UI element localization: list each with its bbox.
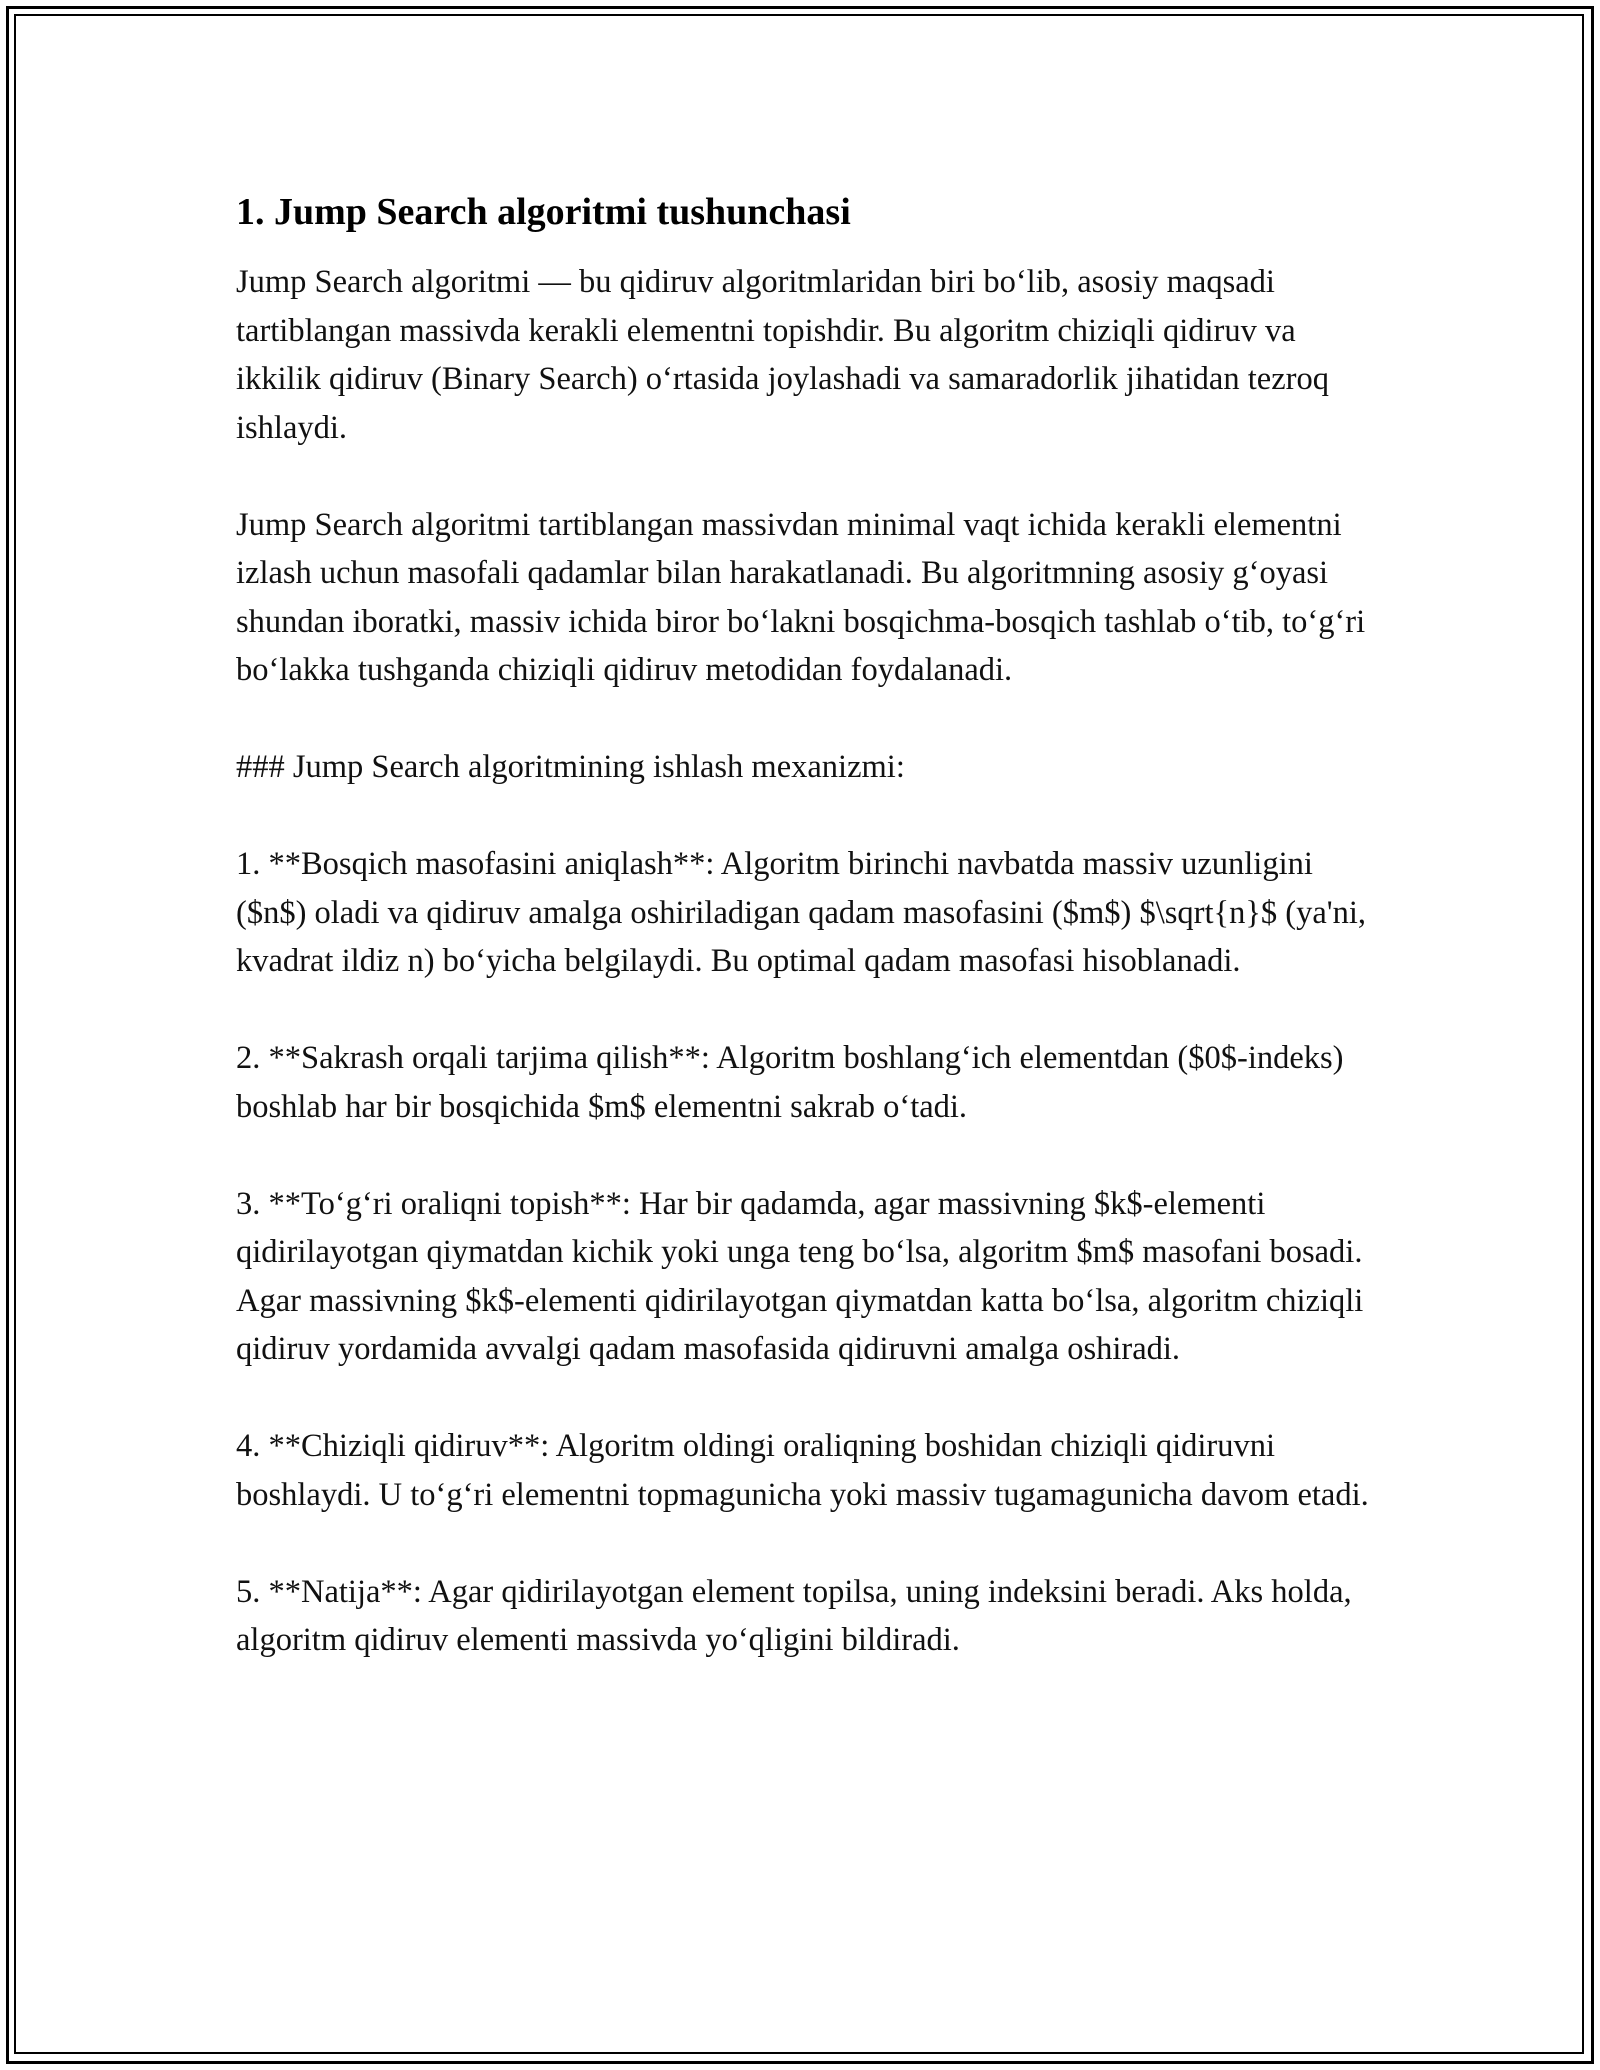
section-heading-mechanism: ### Jump Search algoritmining ishlash mexanizmi: (236, 749, 905, 785)
document-title: 1. Jump Search algoritmi tushunchasi (236, 191, 851, 233)
step-1: 1. **Bosqich masofasini aniqlash**: Algoritm birinchi navbatda massiv uzunligini ($n$) oladi va qidiruv amalga oshiriladigan qadam masofasini ($m$) $\sqrt{n}$ (ya'ni, kvadrat ildiz n) bo‘yicha belgilaydi. Bu optimal qadam masofasi hisoblanadi. (236, 846, 1367, 979)
document-body (236, 188, 1376, 1665)
step-3: 3. **To‘g‘ri oraliqni topish**: Har bir qadamda, agar massivning $k$-elementi qidirilayotgan qiymatdan kichik yoki unga teng bo‘lsa, algoritm $m$ masofani bosadi. Agar massivning $k$-elementi qidirilayotgan qiymatdan katta bo‘lsa, algoritm chiziqli qidiruv yordamida avvalgi qadam masofasida qidiruvni amalga oshiradi. (236, 1185, 1364, 1367)
step-4: 4. **Chiziqli qidiruv**: Algoritm oldingi oraliqning boshidan chiziqli qidiruvni boshlaydi. U to‘g‘ri elementni topmagunicha yoki massiv tugamagunicha davom etadi. (236, 1428, 1369, 1513)
step-5: 5. **Natija**: Agar qidirilayotgan element topilsa, uning indeksini beradi. Aks holda, algoritm qidiruv elementi massivda yo‘qligini bildiradi. (236, 1573, 1352, 1658)
step-2: 2. **Sakrash orqali tarjima qilish**: Algoritm boshlang‘ich elementdan ($0$-indeks) boshlab har bir bosqichida $m$ elementni sakrab o‘tadi. (236, 1040, 1344, 1125)
paragraph-intro: Jump Search algoritmi — bu qidiruv algoritmlaridan biri bo‘lib, asosiy maqsadi tartiblangan massivda kerakli elementni topishdir. Bu algoritm chiziqli qidiruv va ikkilik qidiruv (Binary Search) o‘rtasida joylashadi va samaradorlik jihatidan tezroq ishlaydi. (236, 264, 1329, 446)
paragraph-idea: Jump Search algoritmi tartiblangan massivdan minimal vaqt ichida kerakli elementni izlash uchun masofali qadamlar bilan harakatlanadi. Bu algoritmning asosiy g‘oyasi shundan iboratki, massiv ichida biror bo‘lakni bosqichma-bosqich tashlab o‘tib, to‘g‘ri bo‘lakka tushganda chiziqli qidiruv metodidan foydalanadi. (236, 506, 1366, 688)
